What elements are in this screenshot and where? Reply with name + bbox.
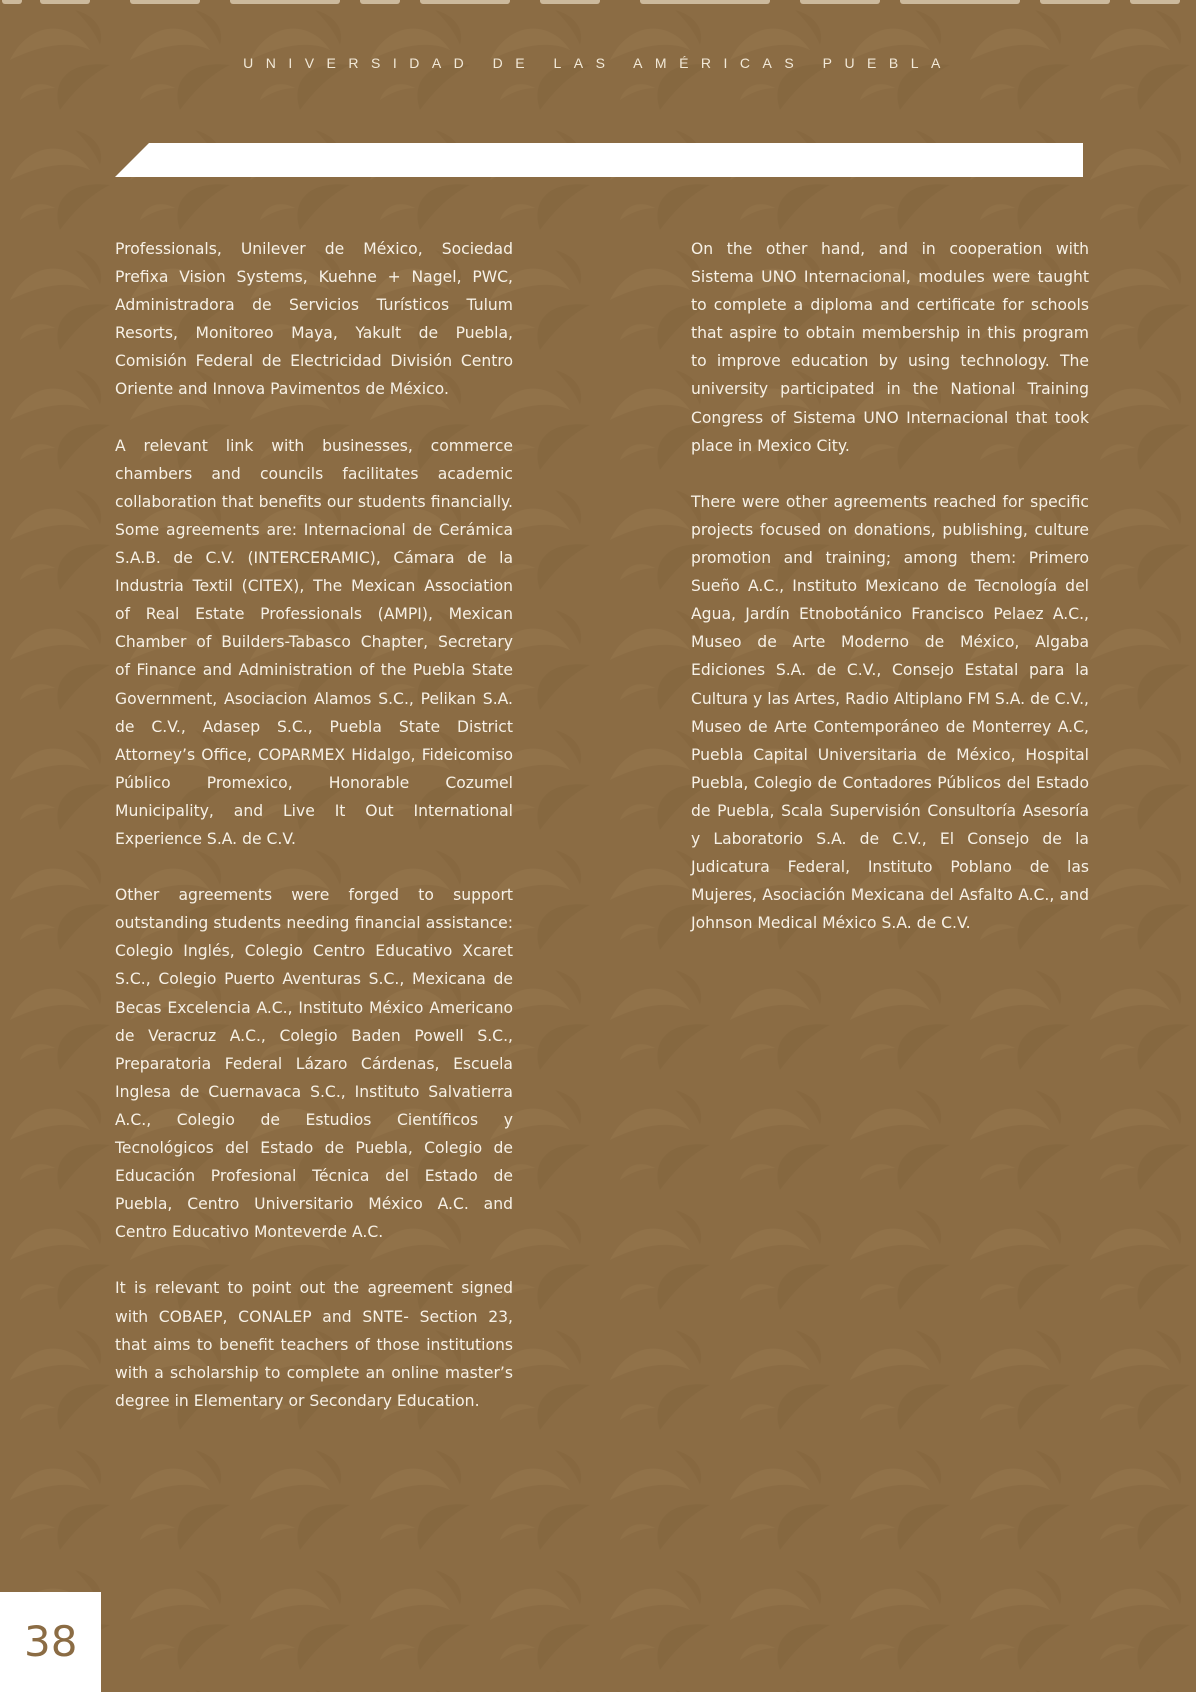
right-column xyxy=(691,235,1089,965)
right-paragraph: There were other agreements reached for specific projects focused on donations, publishing, culture promotion and training; among them: Primero Sueño A.C., Instituto Mexicano de Tecnología del Agua, Jardín Etnobotánico Francisco Pelaez A.C., Museo de Arte Moderno de México, Algaba Ediciones S.A. de C.V., Consejo Estatal para la Cultura y las Artes, Radio Altiplano FM S.A. de C.V., Museo de Arte Contemporáneo de Monterrey A.C, Puebla Capital Universitaria de México, Hospital Puebla, Colegio de Contadores Públicos del Estado de Puebla, Scala Supervisión Consultoría Asesoría y Laboratorio S.A. de C.V., El Consejo de la Judicatura Federal, Instituto Poblano de las Mujeres, Asociación Mexicana del Asfalto A.C., and Johnson Medical México S.A. de C.V. xyxy=(691,492,1089,933)
left-paragraph: Professionals, Unilever de México, Sociedad Prefixa Vision Systems, Kuehne + Nagel, PWC, Administradora de Servicios Turísticos Tulum Resorts, Monitoreo Maya, Yakult de Puebla, Comisión Federal de Electricidad División Centro Oriente and Innova Pavimentos de México. xyxy=(115,240,513,399)
left-paragraph: It is relevant to point out the agreement signed with COBAEP, CONALEP and SNTE- Section 23, that aims to benefit teachers of those institutions with a scholarship to complete an online master’s degree in Elementary or Secondary Education. xyxy=(115,1279,513,1410)
university-header: UNIVERSIDAD DE LAS AMÉRICAS PUEBLA xyxy=(243,55,953,71)
left-paragraph: Other agreements were forged to support outstanding students needing financial assistance: Colegio Inglés, Colegio Centro Educativo Xcaret S.C., Colegio Puerto Aventuras S.C., Mexicana de Becas Excelencia A.C., Instituto México Americano de Veracruz A.C., Colegio Baden Powell S.C., Preparatoria Federal Lázaro Cárdenas, Escuela Inglesa de Cuernavaca S.C., Instituto Salvatierra A.C., Colegio de Estudios Científicos y Tecnológicos del Estado de Puebla, Colegio de Educación Profesional Técnica del Estado de Puebla, Centro Universitario México A.C. and Centro Educativo Monteverde A.C. xyxy=(115,886,513,1242)
title-banner xyxy=(115,143,1083,177)
page-number: 38 xyxy=(24,1617,78,1666)
left-paragraph: A relevant link with businesses, commerce chambers and councils facilitates academic collaboration that benefits our students financially. Some agreements are: Internacional de Cerámica S.A.B. de C.V. (INTERCERAMIC), Cámara de la Industria Textil (CITEX), The Mexican Association of Real Estate Professionals (AMPI), Mexican Chamber of Builders-Tabasco Chapter, Secretary of Finance and Administration of the Puebla State Government, Asociacion Alamos S.C., Pelikan S.A. de C.V., Adasep S.C., Puebla State District Attorney’s Office, COPARMEX Hidalgo, Fideicomiso Público Promexico, Honorable Cozumel Municipality, and Live It Out International Experience S.A. de C.V. xyxy=(115,436,513,848)
left-column xyxy=(115,235,513,1443)
right-paragraph: On the other hand, and in cooperation with Sistema UNO Internacional, modules were taught to complete a diploma and certificate for schools that aspire to obtain membership in this program to improve education by using technology. The university participated in the National Training Congress of Sistema UNO Internacional that took place in Mexico City. xyxy=(691,240,1089,455)
page-number-box xyxy=(0,1592,101,1692)
top-decorative-strip xyxy=(0,0,1196,6)
